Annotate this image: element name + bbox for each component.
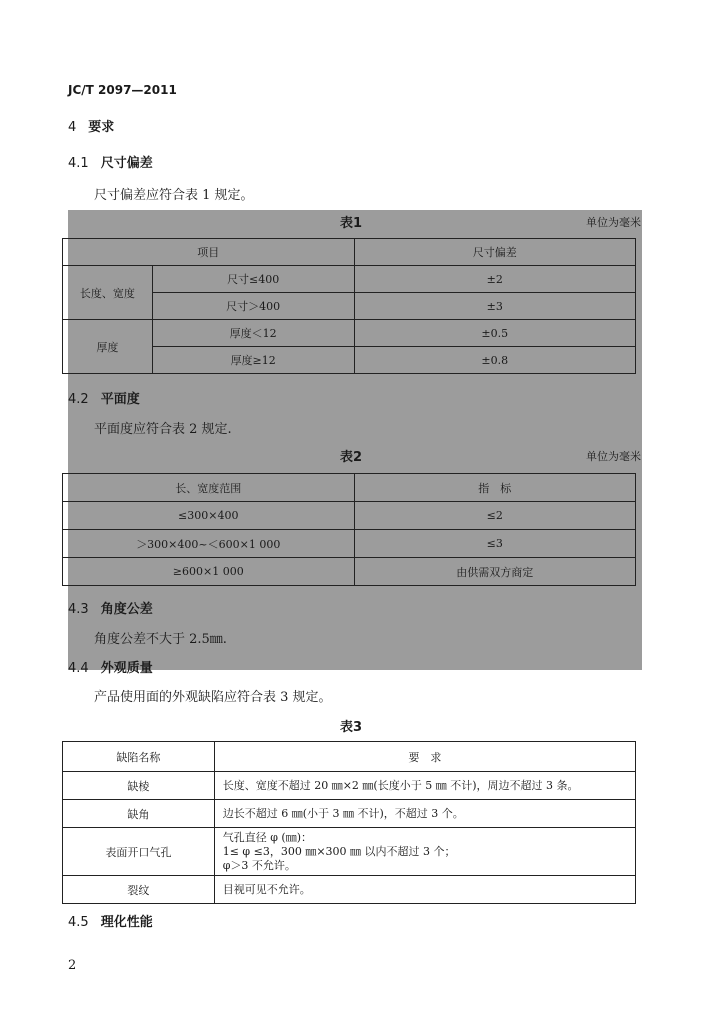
table3-defect-name: 缺棱 xyxy=(63,772,215,800)
table1-cell: ±2 xyxy=(354,266,636,293)
table1-cell: 尺寸≤400 xyxy=(152,266,354,293)
table1-caption: 表1 xyxy=(340,216,363,231)
table3-caption: 表3 xyxy=(340,720,363,735)
section-4-3-text: 角度公差不大于 2.5㎜. xyxy=(94,632,227,647)
table2-unit: 单位为毫米 xyxy=(586,450,641,463)
section-title: 平面度 xyxy=(100,392,140,407)
table1-group-label: 长度、宽度 xyxy=(63,266,153,320)
section-number: 4.1 xyxy=(68,156,89,171)
table2-header-index: 指 标 xyxy=(354,474,635,502)
standard-code: JC/T 2097—2011 xyxy=(68,83,177,97)
section-4-3-heading xyxy=(68,598,153,617)
table1-cell: 厚度＜12 xyxy=(152,320,354,347)
table3-header-defect: 缺陷名称 xyxy=(63,742,215,772)
table2-cell: ≤3 xyxy=(354,530,635,558)
table1-cell: 尺寸＞400 xyxy=(152,293,354,320)
table3-requirement xyxy=(214,876,635,904)
requirement-line: 边长不超过 6 ㎜(小于 3 ㎜ 不计)，不超过 3 个。 xyxy=(222,806,464,820)
table2-caption: 表2 xyxy=(340,450,363,465)
table2-cell: ≤300×400 xyxy=(63,502,355,530)
table1-header-item: 项目 xyxy=(63,239,355,266)
table3-requirement xyxy=(214,800,635,828)
table3-defect-name: 缺角 xyxy=(63,800,215,828)
table1-cell: 厚度≥12 xyxy=(152,347,354,374)
table2 xyxy=(62,473,636,586)
table1-group-label: 厚度 xyxy=(63,320,153,374)
table2-header-range: 长、宽度范围 xyxy=(63,474,355,502)
table3-defect-name: 表面开口气孔 xyxy=(63,828,215,876)
table1 xyxy=(62,238,636,374)
table1-header-deviation: 尺寸偏差 xyxy=(354,239,636,266)
table1-cell: ±0.5 xyxy=(354,320,636,347)
requirement-line: 气孔直径 φ (㎜)： xyxy=(222,830,312,844)
table3 xyxy=(62,741,636,904)
section-title: 理化性能 xyxy=(100,915,153,930)
requirement-line: 目视可见不允许。 xyxy=(222,882,311,896)
page-number: 2 xyxy=(68,958,77,973)
section-4-2-heading xyxy=(68,388,140,407)
section-title: 要求 xyxy=(88,120,115,135)
section-title: 外观质量 xyxy=(100,661,153,676)
requirement-line: 长度、宽度不超过 20 ㎜×2 ㎜(长度小于 5 ㎜ 不计)，周边不超过 3 条。 xyxy=(222,778,579,792)
table2-cell: 由供需双方商定 xyxy=(354,558,635,586)
section-4-4-text: 产品使用面的外观缺陷应符合表 3 规定。 xyxy=(94,690,332,705)
table2-cell: ≥600×1 000 xyxy=(63,558,355,586)
section-4-heading xyxy=(68,116,114,135)
section-number: 4.4 xyxy=(68,661,89,676)
table1-cell: ±0.8 xyxy=(354,347,636,374)
section-4-4-heading xyxy=(68,657,153,676)
table3-header-requirement: 要 求 xyxy=(214,742,635,772)
section-4-2-text: 平面度应符合表 2 规定. xyxy=(94,422,232,437)
section-number: 4 xyxy=(68,120,77,135)
section-4-5-heading xyxy=(68,911,153,930)
section-number: 4.5 xyxy=(68,915,89,930)
table1-unit: 单位为毫米 xyxy=(586,216,641,229)
table2-cell: ＞300×400~＜600×1 000 xyxy=(63,530,355,558)
section-4-1-text: 尺寸偏差应符合表 1 规定。 xyxy=(94,188,254,203)
table3-defect-name: 裂纹 xyxy=(63,876,215,904)
section-number: 4.2 xyxy=(68,392,89,407)
section-4-1-heading xyxy=(68,152,153,171)
section-title: 角度公差 xyxy=(100,602,153,617)
requirement-line: 1≤ φ ≤3，300 ㎜×300 ㎜ 以内不超过 3 个； xyxy=(222,844,456,858)
table2-cell: ≤2 xyxy=(354,502,635,530)
table3-requirement xyxy=(214,772,635,800)
requirement-line: φ＞3 不允许。 xyxy=(222,858,296,872)
table3-requirement xyxy=(214,828,635,876)
section-number: 4.3 xyxy=(68,602,89,617)
section-title: 尺寸偏差 xyxy=(100,156,153,171)
table1-cell: ±3 xyxy=(354,293,636,320)
